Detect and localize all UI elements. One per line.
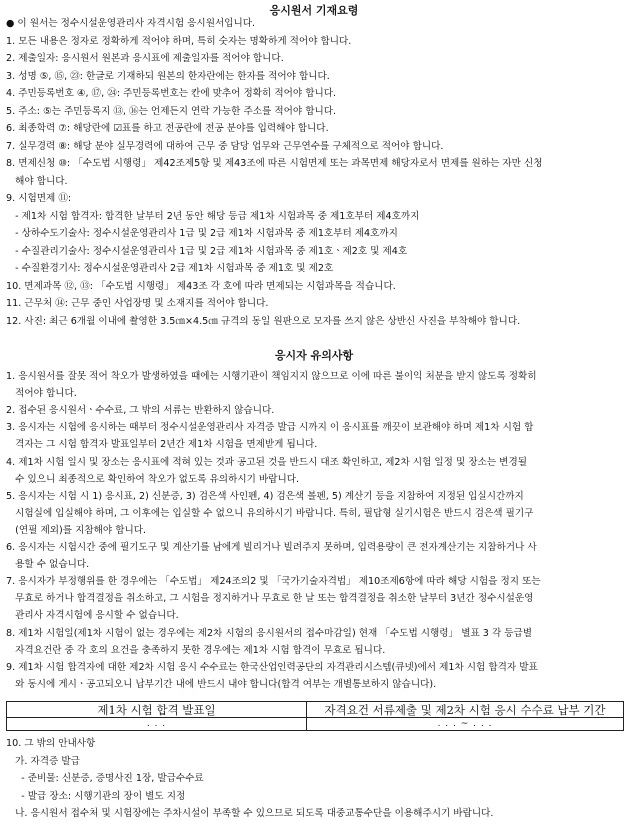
text-line: 시험실에 입실해야 하며, 그 이후에는 입실할 수 없으니 유의하시기 바랍니다. 특히, 필답형 실기시험은 반드시 검은색 필기구 [6,507,534,519]
text-line: 7. 실무경력 ⑧: 해당 분야 실무경력에 대하여 근무 중 담당 업무와 근무연수를 구체적으로 적어야 합니다. [6,140,444,152]
text-line: 가. 자격증 발급 [6,755,80,767]
text-line: 10. 그 밖의 안내사항 [6,738,96,749]
text-line: - 준비물: 신분증, 증명사진 1장, 발급수수료 [6,773,204,784]
text-line: 10. 면제과목 ⑫, ⑬: 「수도법 시행령」 제43조 각 호에 따라 면제되는 시험과목을 적습니다. [6,280,396,292]
table-header-announce-date: 제1차 시험 합격 발표일 [97,703,216,717]
text-line: 관리사 자격시험에 응시할 수 없습니다. [6,610,179,622]
text-line: 2. 접수된 응시원서ㆍ수수료, 그 밖의 서류는 반환하지 않습니다. [6,405,275,417]
table-cell-fee-period: . . . ~ . . . [307,717,623,731]
text-line: 나. 응시원서 접수처 및 시험장에는 주차시설이 부족할 수 있으므로 되도록 대중교통수단을 이용해주시기 바랍니다. [6,808,494,819]
table-column-announce [7,702,307,730]
text-line: 5. 응시자는 시험 시 1) 응시표, 2) 신분증, 3) 검은색 사인펜, 4) 검은색 볼펜, 5) 계산기 등을 지참하여 지정된 입실시간까지 [6,490,524,502]
text-line: 3. 성명 ⑤, ⑮, ㉓: 한글로 기재하되 원본의 한자란에는 한자를 적어야 합니다. [6,70,330,82]
text-line: 4. 제1차 시험 일시 및 장소는 응시표에 적혀 있는 것과 공고된 것을 반드시 대조 확인하고, 제2차 시험 일정 및 장소는 변경될 [6,456,527,468]
text-line: 적어야 합니다. [6,388,77,400]
text-line: 9. 제1차 시험 합격자에 대한 제2차 시험 응시 수수료는 한국산업인력공단의 자격관리시스템(큐넷)에서 제1차 시험 합격자 발표 [6,661,538,673]
text-line: 3. 응시자는 시험에 응시하는 때부터 정수시설운영관리사 자격증 발급 시까지 이 응시표를 깨끗이 보관해야 하며 제1차 시험 합 [6,422,534,434]
text-line: - 상하수도기술사: 정수시설운영관리사 1급 및 2급 제1차 시험과목 중 제1호부터 제4호까지 [6,228,398,239]
text-line: 5. 주소: ⑤는 주민등록지 ⑬, ⑯는 언제든지 연락 가능한 주소를 적어야 합니다. [6,105,337,117]
text-line: 8. 제1차 시험일(제1차 시험이 없는 경우에는 제2차 시험의 응시원서의 접수마감일) 현재 「수도법 시행령」 별표 3 각 등급별 [6,627,533,639]
text-line: 9. 시험면제 ⑪: [6,193,72,204]
table-cell-announce-date: . . . [7,717,306,731]
text-line: 4. 주민등록번호 ④, ⑰, ㉔: 주민등록번호는 칸에 맞추어 정확히 적어야 합니다. [6,88,337,99]
text-line: 1. 모든 내용은 정자로 정확하게 적어야 하며, 특히 숫자는 명확하게 적어야 합니다. [6,35,352,47]
text-line: 수 있으니 최종적으로 확인하여 착오가 없도록 유의하시기 바랍니다. [6,473,300,485]
text-line: 6. 최종학력 ⑦: 해당란에 ☑표를 하고 전공란에 전공 분야를 입력해야 합니다. [6,123,329,134]
table-header-fee-period: 자격요건 서류제출 및 제2차 시험 응시 수수료 납부 기간 [324,703,606,717]
text-line: 7. 응시자가 부정행위를 한 경우에는 「수도법」 제24조의2 및 「국가기술자격법」 제10조제6항에 따라 해당 시험을 정지 또는 [6,576,541,588]
text-line: - 발급 장소: 시행기관의 장이 별도 지정 [6,790,186,802]
text-line: ● 이 원서는 정수시설운영관리사 자격시험 응시원서입니다. [6,18,256,29]
text-line: - 제1차 시험 합격자: 합격한 날부터 2년 동안 해당 등급 제1차 시험과목 중 제1호부터 제4호까지 [6,210,420,222]
text-line: 용할 수 없습니다. [6,559,90,571]
section-title-guide: 응시원서 기재요령 [269,4,359,17]
text-line: 12. 사진: 최근 6개월 이내에 촬영한 3.5㎝×4.5㎝ 규격의 동일 원판으로 모자를 쓰지 않은 상반신 사진을 부착해야 합니다. [6,315,521,327]
text-line: 8. 면제신청 ⑩: 「수도법 시행령」 제42조제5항 및 제43조에 따른 시험면제 또는 과목면제 해당자로서 면제를 원하는 자만 신청 [6,158,543,169]
text-line: 6. 응시자는 시험시간 중에 필기도구 및 계산기를 남에게 빌리거나 빌려주지 못하며, 입력용량이 큰 전자계산기는 지참하거나 사 [6,542,537,553]
text-line: 자격요건란 중 각 호의 요건을 충족하지 못한 경우에는 제1차 시험 합격이 무효로 됩니다. [6,644,386,656]
text-line: 격자는 그 시험 합격자 발표일부터 2년간 제1차 시험을 면제받게 됩니다. [6,439,318,451]
text-line: 2. 제출일자: 응시원서 원본과 응시표에 제출일자를 적어야 합니다. [6,53,284,64]
text-line: 와 동시에 게시ㆍ공고되오니 납부기간 내에 반드시 내야 합니다(합격 여부는 개별통보하지 않습니다). [6,678,437,690]
text-line: 무효로 하거나 합격결정을 취소하고, 그 시험을 정지하거나 무효로 한 날 또는 합격결정을 취소한 날부터 3년간 정수시설운영 [6,593,534,605]
text-line: 해야 합니다. [6,175,68,187]
text-line: - 수질관리기술사: 정수시설운영관리사 1급 및 2급 제1차 시험과목 중 제1호ㆍ제2호 및 제4호 [6,245,408,257]
text-line: 1. 응시원서를 잘못 적어 착오가 발생하였을 때에는 시행기관이 책임지지 않으므로 이에 따른 불이익 처분을 받지 않도록 정확히 [6,371,537,382]
text-line: 11. 근무처 ⑭: 근무 중인 사업장명 및 소재지를 적어야 합니다. [6,298,269,309]
section-title-notice: 응시자 유의사항 [274,349,354,362]
text-line: (연필 제외)를 지참해야 합니다. [6,524,147,536]
table-column-fee [307,702,623,730]
text-line: - 수질환경기사: 정수시설운영관리사 2급 제1차 시험과목 중 제1호 및 제2호 [6,263,334,274]
schedule-table [6,701,624,731]
